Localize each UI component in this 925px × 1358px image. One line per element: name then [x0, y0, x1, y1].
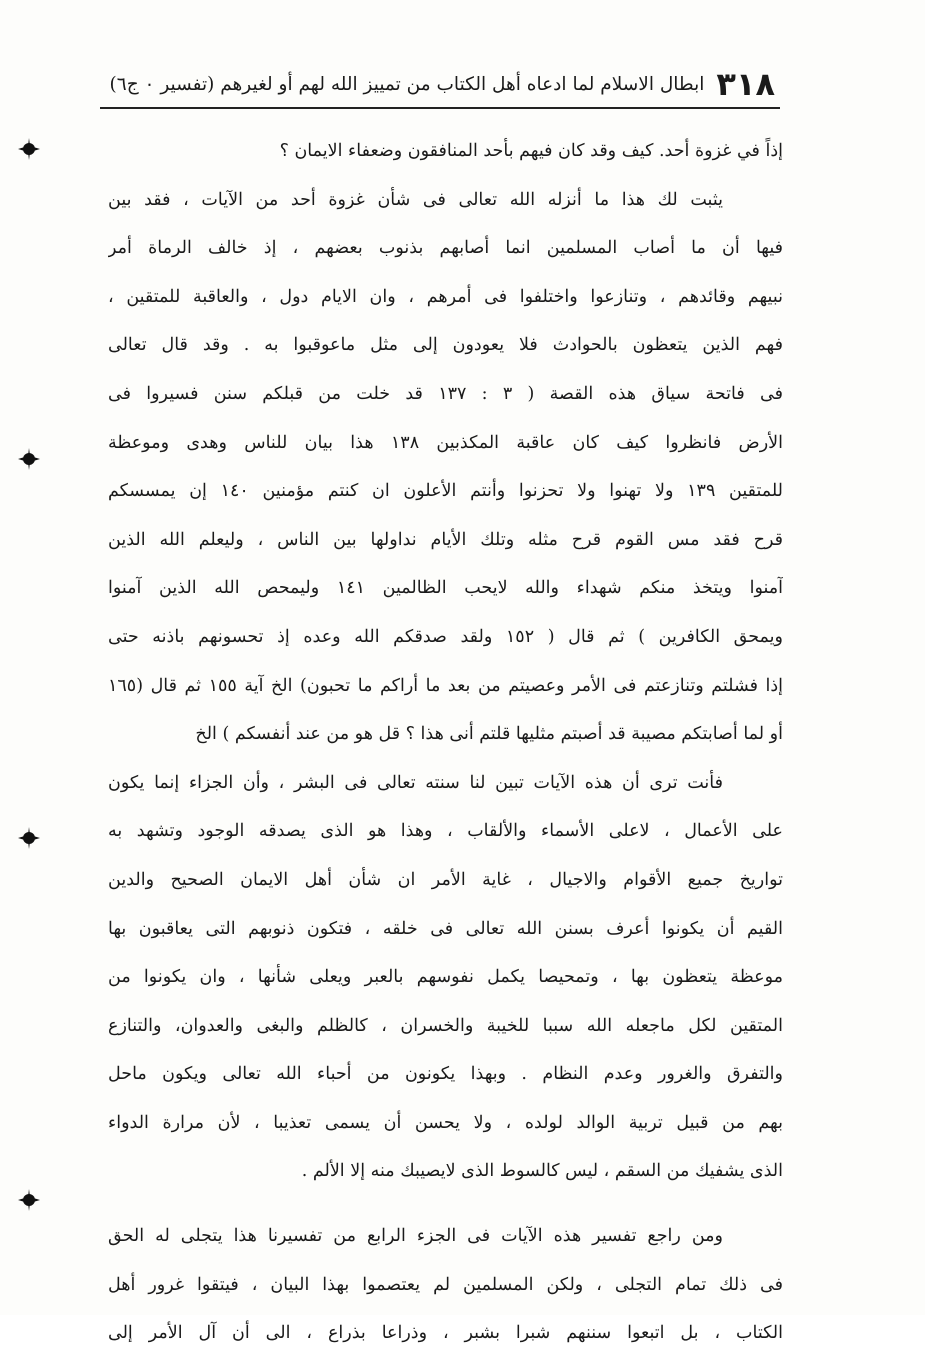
page-number: ٣١٨ [716, 65, 775, 103]
ink-star-icon [18, 448, 40, 470]
text-line: آمنوا ويتخذ منكم شهداء والله لايحب الظالمين ١٤١ وليمحص الله الذين آمنوا [108, 578, 783, 599]
body-text [108, 127, 783, 1358]
text-line: ومن راجع تفسير هذه الآيات فى الجزء الرابع من تفسيرنا هذا يتجلى له الحق [108, 1226, 723, 1247]
running-title: ابطال الاسلام لما ادعاه أهل الكتاب من تمييز الله لهم أو لغيرهم (تفسير ٠ ج٦) [109, 73, 705, 95]
text-line: والتفرق والغرور وعدم النظام . وبهذا يكونون من أحباء الله تعالى ويكون ماحل [108, 1064, 783, 1085]
ink-star-icon [18, 827, 40, 849]
text-line: بهم من قبيل تربية الوالد لولده ، ولا يحسن أن يسمى تعذيبا ، لأن مرارة الدواء [108, 1112, 783, 1133]
text-line: أو لما أصابتكم مصيبة قد أصبتم مثليها قلتم أنى هذا ؟ قل هو من عند أنفسكم ) الخ [195, 724, 783, 745]
text-line: فى فاتحة سياق هذه القصة ( ٣ : ١٣٧ قد خلت من قبلكم سنن فسيروا فى [108, 383, 783, 404]
text-line: فيها أن ما أصاب المسلمين انما أصابهم بذنوب بعضهم ، إذ خالف الرماة أمر [108, 238, 783, 259]
text-line: ويمحق الكافرين ) ثم قال ( ١٥٢ ولقد صدقكم الله وعده إذ تحسونهم باذنه حتى [108, 626, 783, 647]
text-line: فهم الذين يتعظون بالحوادث فلا يعودون إلى مثل ماعوقبوا به . وقد قال تعالى [108, 335, 783, 356]
text-line: المتقين لكل ماجعله الله سببا للخيبة والخسران ، كالظلم والبغى والعدوان، والتنازع [108, 1015, 783, 1036]
text-line: إذا فشلتم وتنازعتم فى الأمر وعصيتم من بعد ما أراكم ما تحبون) الخ آية ١٥٥ ثم قال (١٦٥ [108, 675, 783, 696]
text-line: الكتاب ، بل اتبعوا سننهم شبرا بشبر ، وذراعا بذراع ، الى أن آل الأمر إلى [108, 1323, 783, 1344]
text-line: قرح فقد مس القوم قرح مثله وتلك الأيام نداولها بين الناس ، وليعلم الله الذين [108, 529, 783, 550]
text-line: على الأعمال ، لاعلى الأسماء والألقاب ، وهذا هو الذى يصدقه الوجود وتشهد به [108, 821, 783, 842]
text-line: إذاً في غزوة أحد. كيف وقد كان فيهم بأحد المنافقون وضعفاء الايمان ؟ [279, 141, 783, 161]
text-line: يثبت لك هذا ما أنزله الله تعالى فى شأن غزوة أحد من الآيات ، فقد بين [108, 189, 723, 210]
page-header [110, 62, 775, 106]
text-line: القيم أن يكونوا أعرف بسنن الله تعالى فى خلقه ، فتكون ذنوبهم التى يعاقبون بها [108, 918, 783, 939]
text-line: تواريخ جميع الأقوام والاجيال ، غاية الأمر ان شأن أهل الايمان الصحيح والدين [108, 869, 783, 890]
text-line: الأرض فانظروا كيف كان عاقبة المكذبين ١٣٨ هذا بيان للناس وهدى وموعظة [108, 432, 783, 453]
text-line: للمتقين ١٣٩ ولا تهنوا ولا تحزنوا وأنتم الأعلون ان كنتم مؤمنين ١٤٠ إن يمسسكم [108, 481, 783, 502]
text-line: فى ذلك تمام التجلى ، ولكن المسلمين لم يعتصموا بهذا البيان ، فيتقوا غرور أهل [108, 1274, 783, 1295]
text-line: نبيهم وقائدهم ، وتنازعوا واختلفوا فى أمرهم ، وان الايام دول ، والعاقبة للمتقين ، [108, 286, 783, 307]
ink-star-icon [18, 138, 40, 160]
text-line: فأنت ترى أن هذه الآيات تبين لنا سنته تعالى فى البشر ، وأن الجزاء إنما يكون [108, 772, 723, 793]
header-rule [100, 107, 780, 109]
text-line: الذى يشفيك من السقم ، ليس كالسوط الذى لايصيبك منه إلا الألم . [301, 1161, 783, 1182]
text-line: موعظة يتعظون بها ، وتمحيصا يكمل نفوسهم بالعبر ويعلى شأنها ، وان يكونوا من [108, 967, 783, 988]
ink-star-icon [18, 1189, 40, 1211]
